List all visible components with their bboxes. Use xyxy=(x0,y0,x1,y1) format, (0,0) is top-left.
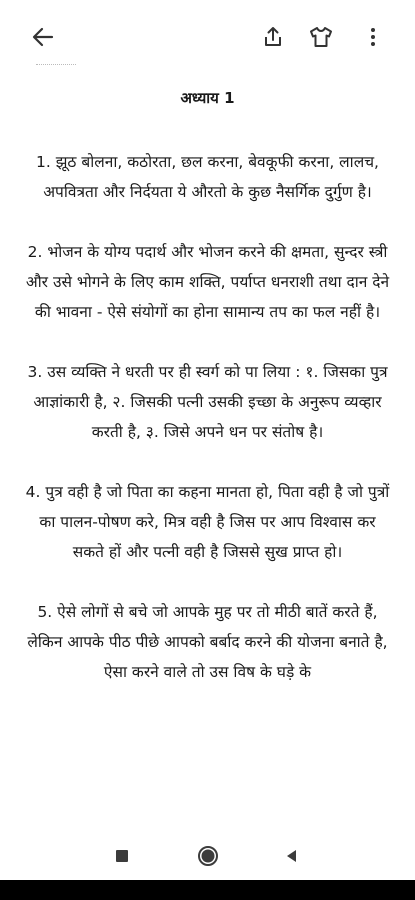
divider xyxy=(36,64,76,67)
home-button[interactable] xyxy=(194,842,222,870)
back-triangle-icon xyxy=(284,848,300,864)
content-fade xyxy=(0,804,415,834)
more-vertical-icon xyxy=(369,25,377,49)
verse-paragraph: 5. ऐसे लोगों से बचे जो आपके मुह पर तो मीठी बातें करते हैं, लेकिन आपके पीठ पीछे आपको बर्बाद करने की योजना बनाते है, ऐसा करने वाले तो उस विष के घड़े के xyxy=(27,603,388,681)
verse-paragraph: 1. झूठ बोलना, कठोरता, छल करना, बेवकूफी करना, लालच, अपवित्रता और निर्दयता ये औरतो के कुछ नैसर्गिक दुर्गुण है। xyxy=(36,153,379,201)
chapter-title: अध्याय 1 xyxy=(180,89,235,107)
verse-paragraph: 2. भोजन के योग्य पदार्थ और भोजन करने की क्षमता, सुन्दर स्त्री और उसे भोगने के लिए काम शक्ति, पर्याप्त धनराशी तथा दान देने की भावना - ऐसे संयोगों का होना सामान्य तप का फल नहीं है। xyxy=(25,243,390,321)
recent-apps-icon xyxy=(114,848,130,864)
verse-paragraph: 3. उस व्यक्ति ने धरती पर ही स्वर्ग को पा लिया : १. जिसका पुत्र आज्ञांकारी है, २. जिसकी पत्नी उसकी इच्छा के अनुरूप व्यव्हार करती है, ३. जिसे अपने धन पर संतोष है। xyxy=(27,363,388,441)
system-back-button[interactable] xyxy=(278,842,306,870)
more-options-button[interactable] xyxy=(358,22,388,52)
back-button[interactable] xyxy=(28,22,58,52)
system-navigation-bar xyxy=(0,832,415,880)
theme-button[interactable] xyxy=(306,22,336,52)
chapter-content[interactable] xyxy=(24,80,391,832)
back-arrow-icon xyxy=(30,24,56,50)
app-toolbar xyxy=(0,0,415,74)
share-button[interactable] xyxy=(258,22,288,52)
share-icon xyxy=(261,25,285,49)
shirt-theme-icon xyxy=(308,25,334,49)
verse-paragraph: 4. पुत्र वही है जो पिता का कहना मानता हो, पिता वही है जो पुत्रों का पालन-पोषण करे, मित्र वही है जिस पर आप विश्वास कर सकते हों और पत्नी वही है जिससे सुख प्राप्त हो। xyxy=(25,483,390,561)
home-icon xyxy=(196,844,220,868)
recent-apps-button[interactable] xyxy=(108,842,136,870)
